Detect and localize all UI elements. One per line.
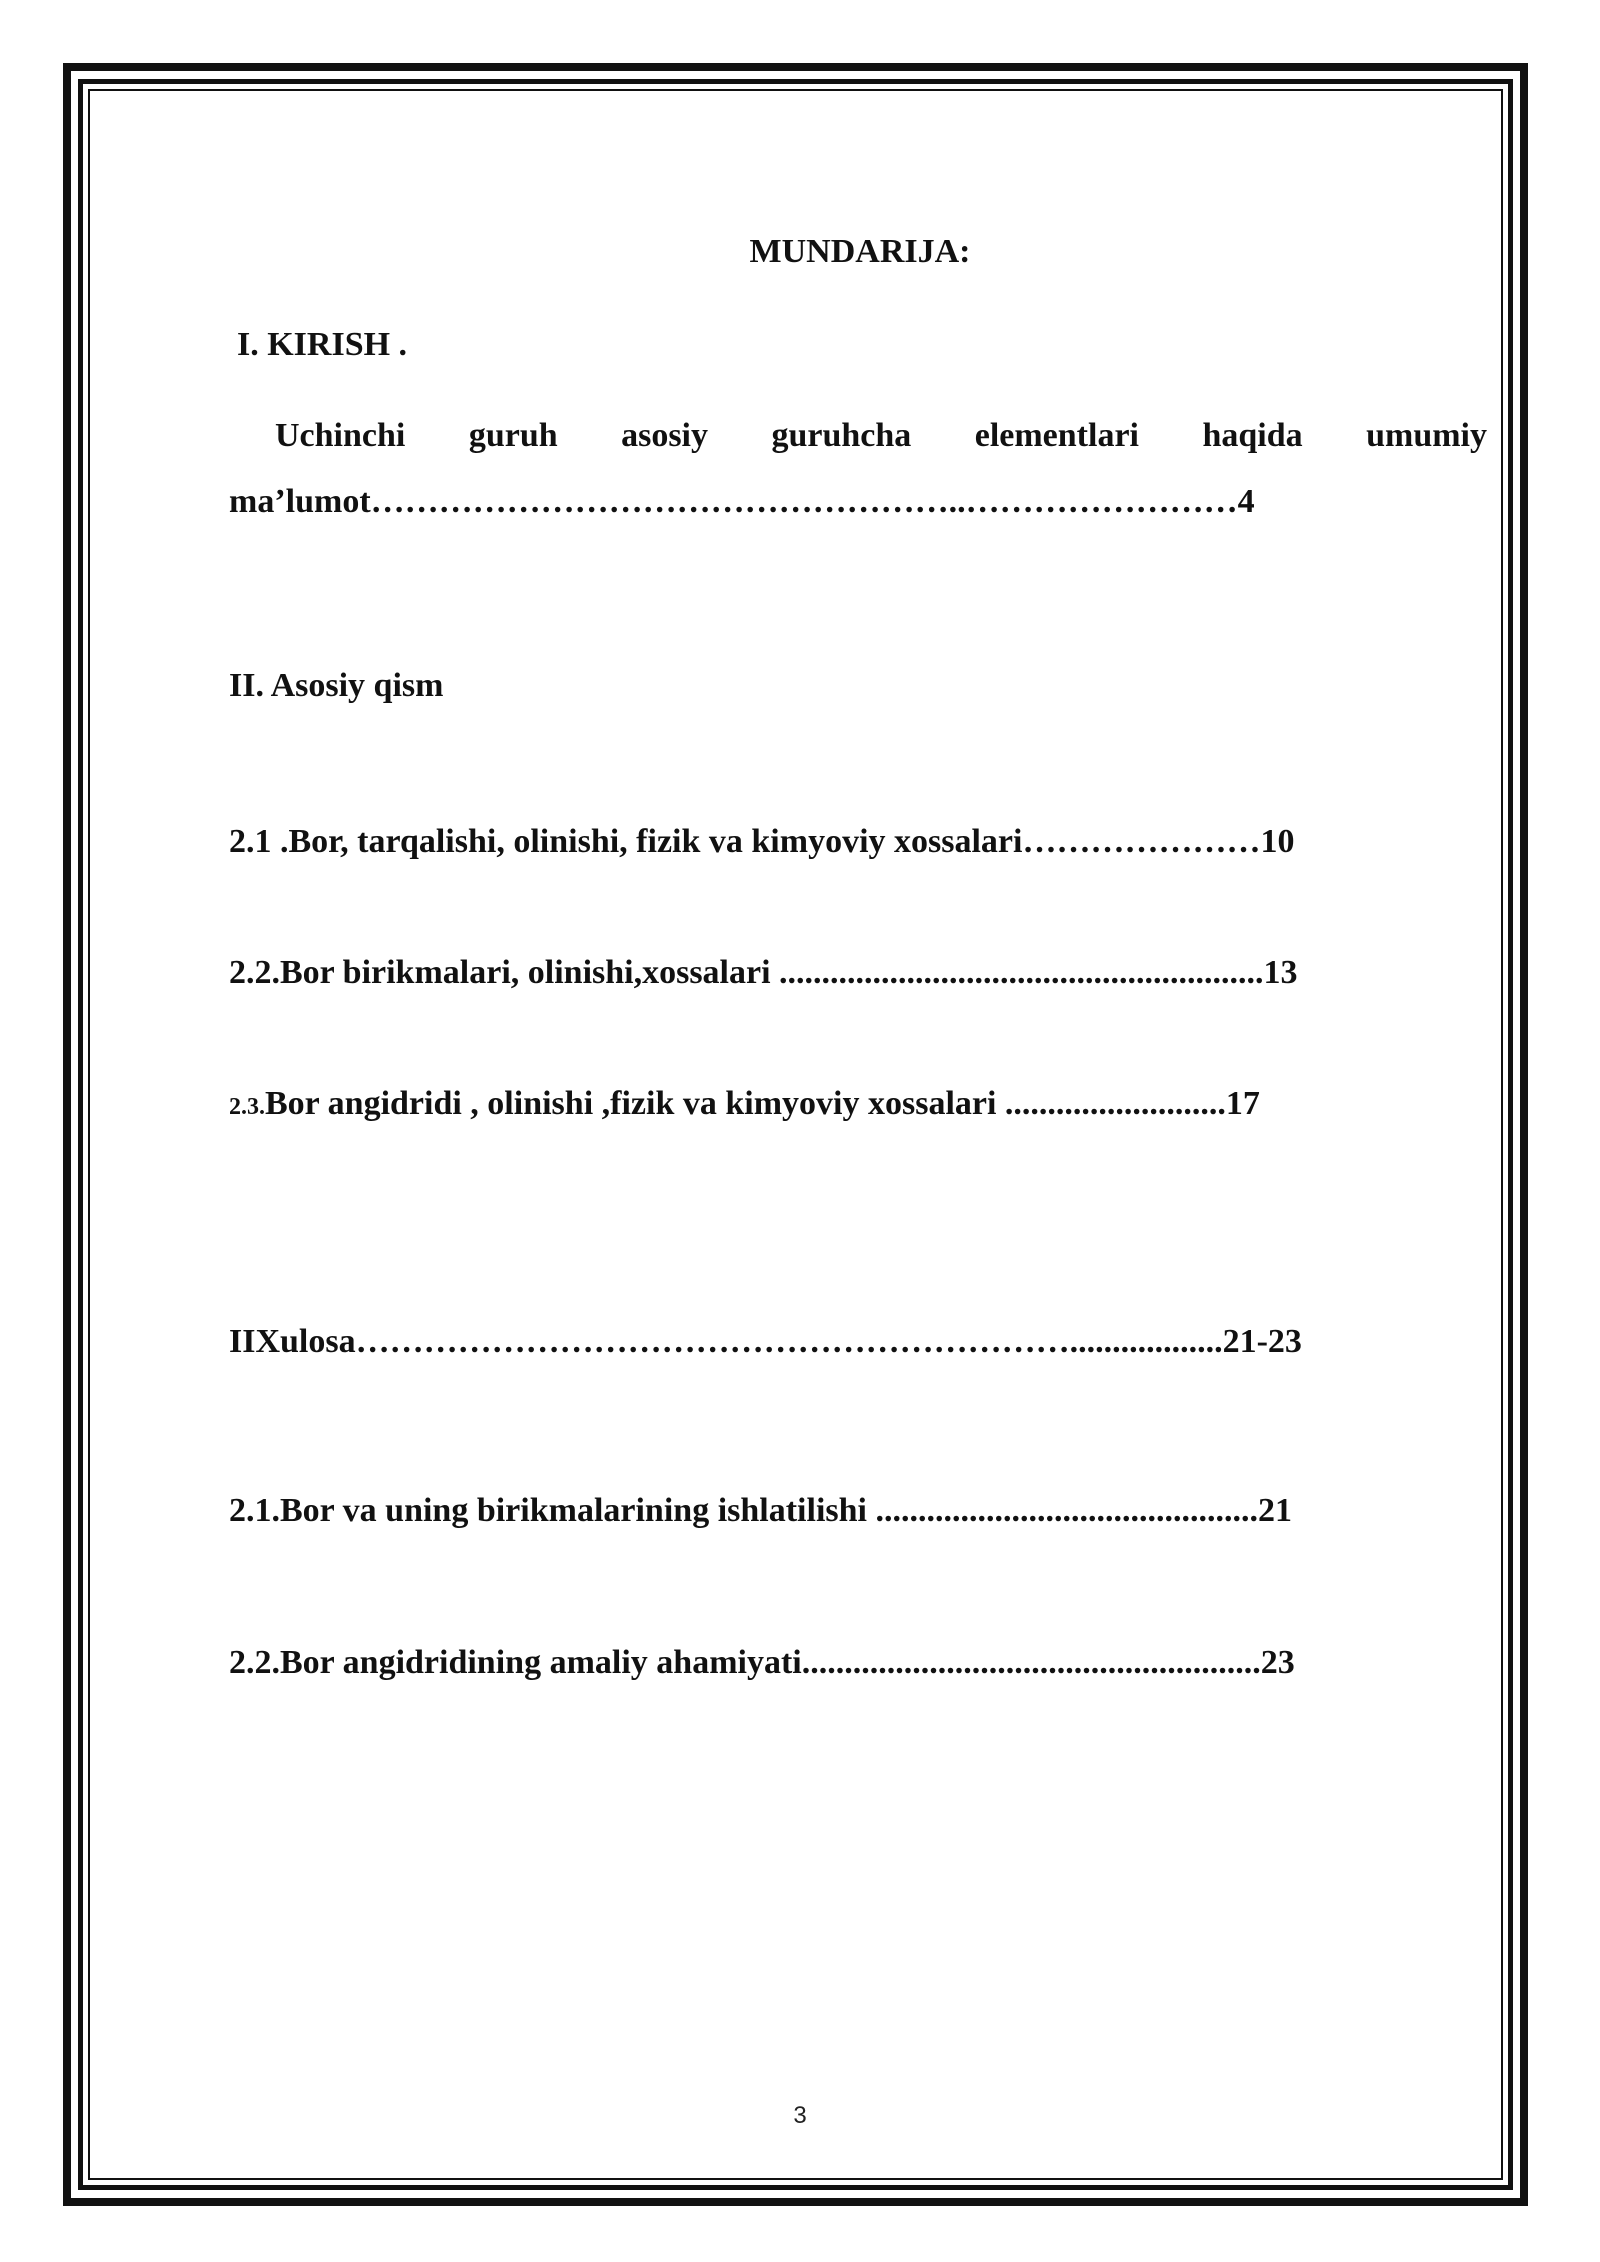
toc-entry-2-3-number: 2.3. [229, 1094, 265, 1120]
section-heading-kirish: I. KIRISH . [237, 326, 408, 363]
section-heading-xulosa: IIXulosa………………………………………………………..................21-23 [229, 1323, 1302, 1360]
toc-entry-2-3 [229, 1084, 1260, 1127]
toc-entry-2-2: 2.2.Bor birikmalari, olinishi,xossalari .........................................................13 [229, 954, 1298, 991]
toc-entry-2-1: 2.1 .Bor, tarqalishi, olinishi, fizik va kimyoviy xossalari…………………10 [229, 823, 1295, 860]
toc-entry-xulosa-2-1: 2.1.Bor va uning birikmalarining ishlatilishi .............................................21 [229, 1492, 1292, 1529]
toc-entry-xulosa-2-2: 2.2.Bor angidridining amaliy ahamiyati......................................................23 [229, 1644, 1295, 1681]
toc-entry-2-3-text: Bor angidridi , olinishi ,fizik va kimyoviy xossalari ..........................17 [265, 1085, 1260, 1122]
section-heading-asosiy-qism: II. Asosiy qism [229, 667, 444, 704]
toc-entry-intro-line2: ma’lumot……………………………………………..……………………4 [229, 483, 1255, 520]
page-border-inner [88, 89, 1503, 2180]
toc-entry-intro-line1: Uchinchi guruh asosiy guruhcha elementlari haqida umumiy [275, 417, 1487, 454]
page-number: 3 [793, 2102, 807, 2129]
document-title: MUNDARIJA: [749, 233, 971, 270]
